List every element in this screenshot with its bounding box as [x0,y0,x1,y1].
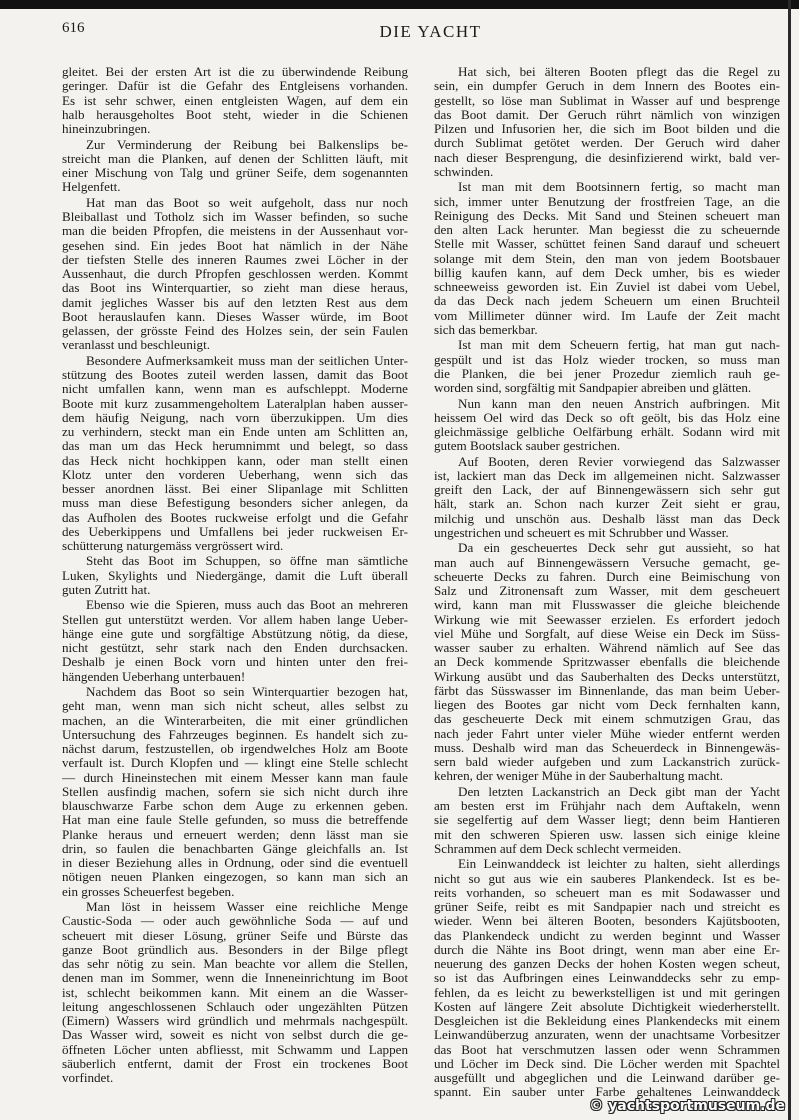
text-line: Wirkung wie mit Seewasser erzielen. Es erfordert jedoch [434,612,780,627]
text-line: Nun kann man den neuen Anstrich aufbringen. Mit [458,396,780,411]
text-line: man die beiden Pfropfen, die meistens in der Aussenhaut vor- [62,224,408,239]
text-line: hält, stark an. Schon nach kurzer Zeit sieht er grau, [434,497,780,512]
text-line: Leinwandüberzug anzuraten, wenn der unachtsame Vorbesitzer [434,1028,780,1043]
paragraph [62,685,408,899]
text-line: das Boot ins Winterquartier, so zieht man diese heraus, [62,281,408,296]
text-line: ausgefüllt und abgeglichen und die Leinwand darüber ge- [434,1071,780,1085]
scan-top-border [0,0,799,9]
text-line: hineinzubringen. [62,122,151,137]
text-line: Ist man mit dem Scheuern fertig, hat man gut nach- [458,338,780,353]
text-line: muss man diese Befestigung besonders sicher anlegen, da [62,496,408,511]
text-line: sich das bemerkbar. [434,322,538,337]
text-line: das Boot damit. Der Geruch rührt nämlich von winzigen [434,107,780,122]
text-line: an Deck kommende Spritzwasser ebenfalls die bleichende [434,655,780,670]
text-line: färbt das Süsswasser im Binnenlande, das man beim Ueber- [434,683,780,698]
text-line: nach jeder Fahrt unter vieler Mühe wieder entfernt werden [434,726,780,741]
text-line: gestellt, so löse man Sublimat in Wasser auf und besprenge [434,93,780,108]
watermark: © yachtsportmuseum.de [589,1098,785,1114]
left-column [62,64,408,1085]
text-line: scheuert mit dieser Lösung, grüner Seife und Bürste das [62,928,408,943]
text-line: Hat man das Boot so weit aufgeholt, dass nur noch [86,195,408,210]
text-line: guten Zutritt hat. [62,582,151,597]
text-line: ungestrichen und scheuert es mit Schrubber und Wasser. [434,525,729,540]
text-line: Bleiballast und Totholz sich im Wasser befinden, so suche [62,210,408,225]
text-line: Da ein gescheuertes Deck sehr gut aussieht, so hat [458,541,780,556]
text-line: ein grosses Scheuerfest begeben. [62,884,235,899]
text-line: spannt. Ein sauber unter Farbe gehaltenes Leinwanddeck [434,1085,780,1100]
text-line: Untersuchung des Fahrzeuges beginnen. Es handelt sich zu- [62,727,408,742]
text-line: Steht das Boot im Schuppen, so öffne man sämtliche [86,554,408,569]
text-line: gleichmässige gelbliche Oelfärbung erhält. Sodann wird mit [434,425,780,439]
text-line: sern bald wieder aufgeben und zum Lackanstrich zurück- [434,755,780,770]
text-line: Deshalb je einen Bock vorn und hinten unter den frei- [62,655,408,670]
text-line: fehlen, da es leicht zu bewerkstelligen ist und mit geringen [434,985,780,1000]
text-line: besser anordnen lässt. Bei einer Slipanlage mit Schlitten [62,482,408,496]
text-line: reits vorhanden, so scheuert man es mit Sodawasser und [434,885,780,900]
text-line: heissem Oel wird das Deck so oft geölt, bis das Holz eine [434,410,780,425]
paragraph [434,397,780,454]
text-line: denen man im Sommer, wenn die Inneneinrichtung im Boot [62,971,408,986]
text-line: nicht so gut aus wie ein sauberes Plankendeck. Ist es be- [434,871,780,886]
text-line: liegen des Bootes gar nicht vom Deck fernhalten kann, [434,698,780,713]
text-line: gutem Bootslack sauber gestrichen. [434,439,621,454]
text-line: Pilzen und Infusorien her, die sich im Boot bilden und die [434,122,780,137]
text-line: Besondere Aufmerksamkeit muss man der seitlichen Unter- [86,353,408,368]
text-line: billig kaufen kann, auf dem Deck umher, bis es wieder [434,265,780,280]
text-line: mit den schweren Spieren usw. lassen sich einige kleine [434,827,780,842]
text-line: wieder. Wenn bei älteren Booten, besonders Kajütsbooten, [434,914,780,929]
text-line: blauschwarze Farbe schon dem Auge zu erkennen geben. [62,799,408,814]
text-line: Nachdem das Boot so sein Winterquartier bezogen hat, [86,685,408,700]
text-line: zu verhindern, steckt man ein Ende unten am Schlitten an, [62,425,408,439]
text-line: Salz und Zitronensaft zum Wasser, mit dem gescheuert [434,584,780,599]
text-line: gespült und ist das Holz wieder trocken, so muss man [434,352,780,367]
text-line: am besten erst im Frühjahr nach dem Auftakeln, wenn [434,799,780,814]
text-line: Zur Verminderung der Reibung bei Balkenslips be- [86,137,408,152]
text-line: säuberlich entfernt, damit der Frost ein trockenes Boot [62,1056,408,1071]
paragraph [434,455,780,541]
text-line: Caustic-Soda — oder auch gewöhnliche Soda — auf und [62,914,408,929]
text-line: viel Mühe und Sorgfalt, auf diese Weise ein Deck im Süss- [434,626,780,641]
paragraph [62,65,408,136]
text-line: gesehen sind. Ein jedes Boot hat nämlich in der Nähe [62,238,408,253]
text-line: Klotz unter den vorderen Ueberhang, wenn sich das [62,467,408,482]
text-line: Aussenhaut, die durch Pfropfen geschlossen werden. Kommt [62,267,408,282]
paragraph [434,180,780,337]
text-line: das man um das Heck herumnimmt und belegt, so dass [62,439,408,454]
text-line: Ist man mit dem Bootsinnern fertig, so macht man [458,180,780,195]
text-line: Stellen gut unterstützt werden. Vor allem haben lange Ueber- [62,612,408,627]
text-line: das gescheuerte Deck mit einem schmutzigen Grau, das [434,712,780,727]
text-line: und Löcher im Deck sind. Die Löcher werden mit Spachtel [434,1056,780,1071]
text-line: Boote mit kurz zusammengeholtem Lateralplan haben ausser- [62,396,408,411]
running-title: DIE YACHT [379,22,482,41]
text-line: nach dieser Besprengung, die desinfizierend wirkt, bald ver- [434,150,780,165]
text-line: sich, immer unter Benutzung der frostfreien Tage, an die [434,194,780,209]
text-line: solange mit dem Stein, den man von jedem Bootsbauer [434,251,780,266]
text-line: ist, schlecht beikommen kann. Mit einem an die Wasser- [62,985,408,1000]
text-line: in dieser Beziehung alles in Ordnung, oder sind die eventuell [62,856,408,871]
text-line: den alten Lack herunter. Man begiesst die zu scheuernde [434,223,780,238]
text-line: nicht umfallen kann, wenn man es aufschleppt. Moderne [62,382,408,397]
text-line: Boot herauslaufen kann. Dieses Wasser würde, im Boot [62,309,408,324]
text-line: Den letzten Lackanstrich an Deck gibt man der Yacht [458,784,780,799]
text-line: stützung des Bootes zuteil werden lassen, damit das Boot [62,368,408,382]
text-line: Es ist sehr schwer, einen entgleisten Wagen, auf dem ein [62,93,408,108]
text-line: hängenden Ueberhang unterbauen! [62,669,246,684]
text-line: schütterung naturgemäss vergrössert wird. [62,539,284,553]
text-line: Stelle mit Wasser, schüttet feinen Sand darauf und scheuert [434,237,780,252]
paragraph [62,554,408,597]
text-line: — durch Hineinstechen mit einem Messer kann man faule [62,770,408,785]
paragraph [434,338,780,395]
text-line: vom Millimeter dünner wird. Im Laufe der Zeit macht [434,308,780,323]
text-line: sein, ein dumpfer Geruch in dem Innern des Bootes ein- [434,79,780,94]
scan-right-edge [788,0,791,1120]
text-line: damit jegliches Wasser bis auf den letzten Rest aus dem [62,295,408,310]
text-line: wasser sauber zu erhalten. Während nämlich auf See das [434,641,780,656]
text-line: leitung angeschlossenen Schlauch oder ungezählten Pützen [62,999,408,1014]
text-line: hänge eine gute und sorgfältige Abstützung nötig, da diese, [62,626,408,641]
text-line: sie segelfertig auf dem Wasser liegt; denn beim Hantieren [434,813,780,828]
text-line: durch die Nähte ins Boot dringt, wenn man aber eine Er- [434,942,780,957]
text-line: Planke heraus und erneuert werden; denn lässt man sie [62,827,408,842]
paragraph [434,857,780,1099]
text-line: schneeweiss geworden ist. Ein Zuviel ist dabei vom Uebel, [434,280,780,295]
page-number: 616 [62,20,85,36]
text-line: greift den Lack, der auf Binnengewässern sich sehr gut [434,483,780,498]
text-line: der tiefsten Stelle des inneren Raumes zwei Löcher in der [62,252,408,267]
text-line: geht man, wenn man sich nicht scheut, alles selbst zu [62,699,408,714]
text-line: geringer. Dafür ist die Gefahr des Entgleisens vorhanden. [62,79,408,94]
text-line: Stellen ausfindig machen, sofern sie sich nicht durch ihre [62,784,408,799]
text-line: grüner Seife, reibt es mit Sandpapier nach und streicht es [434,900,780,914]
text-line: drin, so faulen die benachbarten Gänge gleichfalls an. Ist [62,841,408,856]
paragraph [434,785,780,856]
text-line: man auch auf Binnengewässern Versuche gemacht, ge- [434,555,780,570]
text-line: (Eimern) Wassers wird gründlich und mehrmals nachgespült. [62,1014,408,1028]
text-line: Man löst in heissem Wasser eine reichliche Menge [86,900,408,914]
text-line: streicht man die Planken, auf denen der Schlitten läuft, mit [62,151,408,166]
text-line: Wirkung ausübt und das Sauberhalten des Decks unterstützt, [434,669,780,684]
text-line: des Ueberkippens und Umfallens bei jeder ruckweisen Er- [62,524,408,539]
text-line: nötigen neuen Planken eingezogen, so kann man sich an [62,870,408,885]
text-line: veranlasst und beschleunigt. [62,338,210,353]
text-line: halb herausgeholtes Boot steht, wieder in die Schienen [62,107,408,122]
text-line: das Plankendeck undicht zu werden beginnt und Wasser [434,928,780,943]
text-line: ist, lackiert man das Deck im allgemeinen nicht. Salzwasser [434,468,780,483]
text-line: Das Wasser wird, soweit es nicht von selbst durch die ge- [62,1028,408,1043]
text-line: öffneten Löcher unten abfliesst, mit Schwamm und Lappen [62,1042,408,1057]
paragraph [62,138,408,195]
right-column [434,64,780,1100]
text-line: verfault ist. Durch Klopfen und — klingt eine Stelle schlecht [62,756,408,771]
text-line: Kosten auf längere Zeit absolute Dichtigkeit wiederherstellt. [434,999,780,1014]
text-line: einer Mischung von Talg und grüner Seife, dem sogenannten [62,166,408,181]
text-line: das Boot hat verschmutzen lassen oder wenn Schrammen [434,1042,780,1057]
paragraph [434,541,780,783]
text-line: vorfindet. [62,1071,114,1085]
text-line: muss. Deshalb wird man das Scheuerdeck in Binnengewäs- [434,740,780,755]
text-line: worden sind, sorgfältig mit Sandpapier abreiben und glätten. [434,381,752,396]
text-line: Auf Booten, deren Revier vorwiegend das Salzwasser [458,454,780,469]
text-line: Luken, Skylights und Niedergänge, damit die Luft überall [62,568,408,583]
text-line: Helgenfett. [62,180,121,195]
text-line: nicht gestützt, sehr stark nach den Enden durchsacken. [62,641,408,656]
text-line: das Aufholen des Bootes ruckweise erfolgt und die Gefahr [62,510,408,525]
text-line: ganze Boot gründlich aus. Besonders in der Bilge pflegt [62,942,408,957]
text-line: Hat sich, bei älteren Booten pflegt das die Regel zu [458,65,780,80]
paragraph [62,598,408,684]
text-line: machen, an die Winterarbeiten, die mit einer gründlichen [62,713,408,728]
text-line: scheuerte Decks zu fahren. Durch eine Beimischung von [434,569,780,584]
paragraph [62,354,408,554]
text-line: nächst darum, festzustellen, ob irgendwelches Holz am Boote [62,742,408,757]
paragraph [62,900,408,1085]
text-line: das Heck nicht hochkippen kann, oder man stellt einen [62,453,408,468]
text-line: Ein Leinwanddeck ist leichter zu halten, sieht allerdings [458,857,780,872]
text-line: Ebenso wie die Spieren, muss auch das Boot an mehreren [86,598,408,613]
text-line: durch Sublimat getötet werden. Der Geruch wird daher [434,136,780,151]
text-line: kehren, der weniger Mühe in der Sauberhaltung macht. [434,769,724,784]
text-line: Schrammen auf dem Deck schlecht vermeiden. [434,841,682,856]
paragraph [62,196,408,353]
text-line: dem häufig Neigung, nach vorn überzukippen. Um dies [62,410,408,425]
text-line: milchig und unschön aus. Deshalb lässt man das Deck [434,511,780,526]
text-line: das sehr nötig zu sein. Man beachte vor allem die Stellen, [62,957,408,971]
paragraph [434,65,780,179]
text-line: Hat man eine faule Stelle gefunden, so muss die betreffende [62,813,408,828]
text-line: die Planken, die bei jener Prozedur ziemlich rauh ge- [434,366,780,381]
text-line: Desgleichen ist die Bekleidung eines Plankendecks mit einem [434,1014,780,1028]
text-line: so ist das Aufbringen eines Leinwanddecks sehr zu emp- [434,971,780,986]
text-line: gelassen, der grösste Feind des Holzes sein, der sein Faulen [62,324,408,339]
text-line: wird, kann man mit Flusswasser die gleiche bleichende [434,598,780,613]
text-line: da das Deck nach jedem Scheuern um einen Bruchteil [434,294,780,309]
text-line: gleitet. Bei der ersten Art ist die zu überwindende Reibung [62,65,408,80]
text-line: Reinigung des Decks. Mit Sand und Steinen scheuert man [434,208,780,223]
text-line: schwinden. [434,164,494,179]
text-line: neuerung des ganzen Decks der hohen Kosten wegen scheut, [434,957,780,971]
